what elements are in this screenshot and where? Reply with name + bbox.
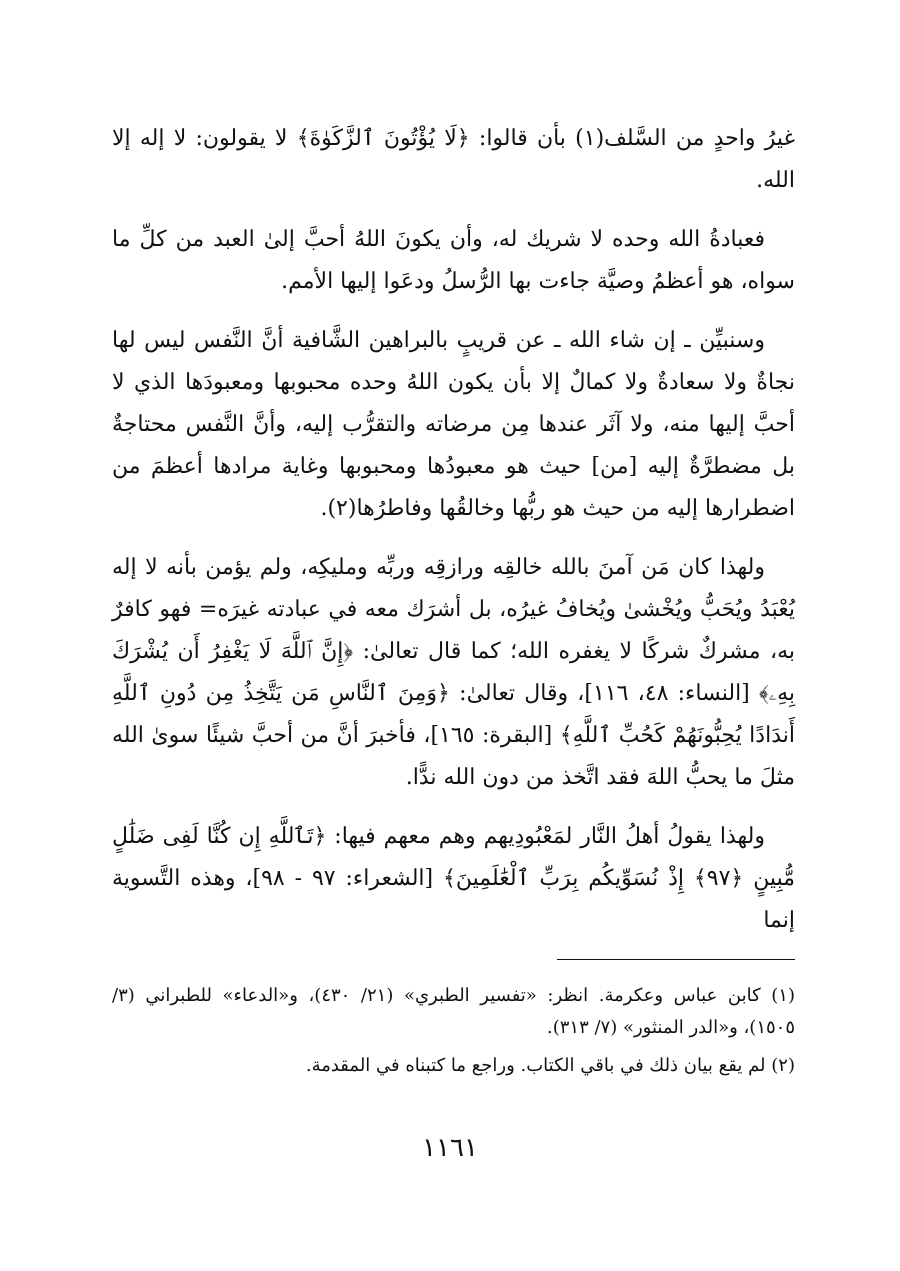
paragraph: فعبادةُ الله وحده لا شريك له، وأن يكونَ اللهُ أحبَّ إلىٰ العبد من كلِّ ما سواه، هو أعظمُ وصيَّة جاءت بها الرُّسلُ ودعَوا إليها الأمم. [112, 227, 795, 294]
paragraph: غيرُ واحدٍ من السَّلف(١) بأن قالوا: ﴿لَا يُؤْتُونَ ٱلزَّكَوٰةَ﴾ لا يقولون: لا إله إلا الله. [112, 126, 795, 193]
paragraph: ولهذا كان مَن آمنَ بالله خالقِه ورازقِه وربِّه ومليكِه، ولم يؤمن بأنه لا إله يُعْبَدُ ويُحَبُّ ويُخْشىٰ ويُخافُ غيرُه، بل أشرَك معه في عبادته غيرَه= فهو كافرٌ به، مشركٌ شركًا لا يغفره الله؛ كما قال تعالىٰ: ﴿إِنَّ ٱللَّهَ لَا يَغْفِرُ أَن يُشْرَكَ بِهِۦ﴾ [النساء: ٤٨، ١١٦]، وقال تعالىٰ: ﴿وَمِنَ ٱلنَّاسِ مَن يَتَّخِذُ مِن دُونِ ٱللَّهِ أَندَادًا يُحِبُّونَهُمْ كَحُبِّ ٱللَّهِ﴾ [البقرة: ١٦٥]، فأخبرَ أنَّ من أحبَّ شيئًا سوىٰ الله مثلَ ما يحبُّ اللهَ فقد اتَّخذ من دون الله ندًّا. [112, 555, 795, 790]
page-number: ١١٦١ [422, 1133, 478, 1163]
page-body [112, 118, 795, 1088]
paragraph: وسنبيِّن ـ إن شاء الله ـ عن قريبٍ بالبراهين الشَّافية أنَّ النَّفس ليس لها نجاةٌ ولا سعادةٌ ولا كمالٌ إلا بأن يكون اللهُ وحده محبوبها ومعبودَها الذي لا أحبَّ إليها منه، ولا آثَر عندها مِن مرضاته والتقرُّب إليه، وأنَّ النَّفس محتاجةٌ بل مضطرَّةٌ إليه [من] حيث هو معبودُها ومحبوبها وغاية مرادها أعظمَ من اضطرارها إليه من حيث هو ربُّها وخالقُها وفاطرُها(٢). [112, 328, 795, 521]
footnote: (١) كابن عباس وعكرمة. انظر: «تفسير الطبري» (٢١/ ٤٣٠)، و«الدعاء» للطبراني (٣/ ١٥٠٥)، و«الدر المنثور» (٧/ ٣١٣). [112, 985, 795, 1038]
paragraph: ولهذا يقولُ أهلُ النَّار لمَعْبُودِيهم وهم معهم فيها: ﴿تَٱللَّهِ إِن كُنَّا لَفِى ضَلَٰلٍ مُّبِينٍ ﴿٩٧﴾ إِذْ نُسَوِّيكُم بِرَبِّ ٱلْعَٰلَمِينَ﴾ [الشعراء: ٩٧ - ٩٨]، وهذه التَّسوية إنما [112, 824, 795, 933]
footnote: (٢) لم يقع بيان ذلك في باقي الكتاب. وراجع ما كتبناه في المقدمة. [305, 1055, 795, 1076]
footnote-divider [557, 959, 795, 960]
